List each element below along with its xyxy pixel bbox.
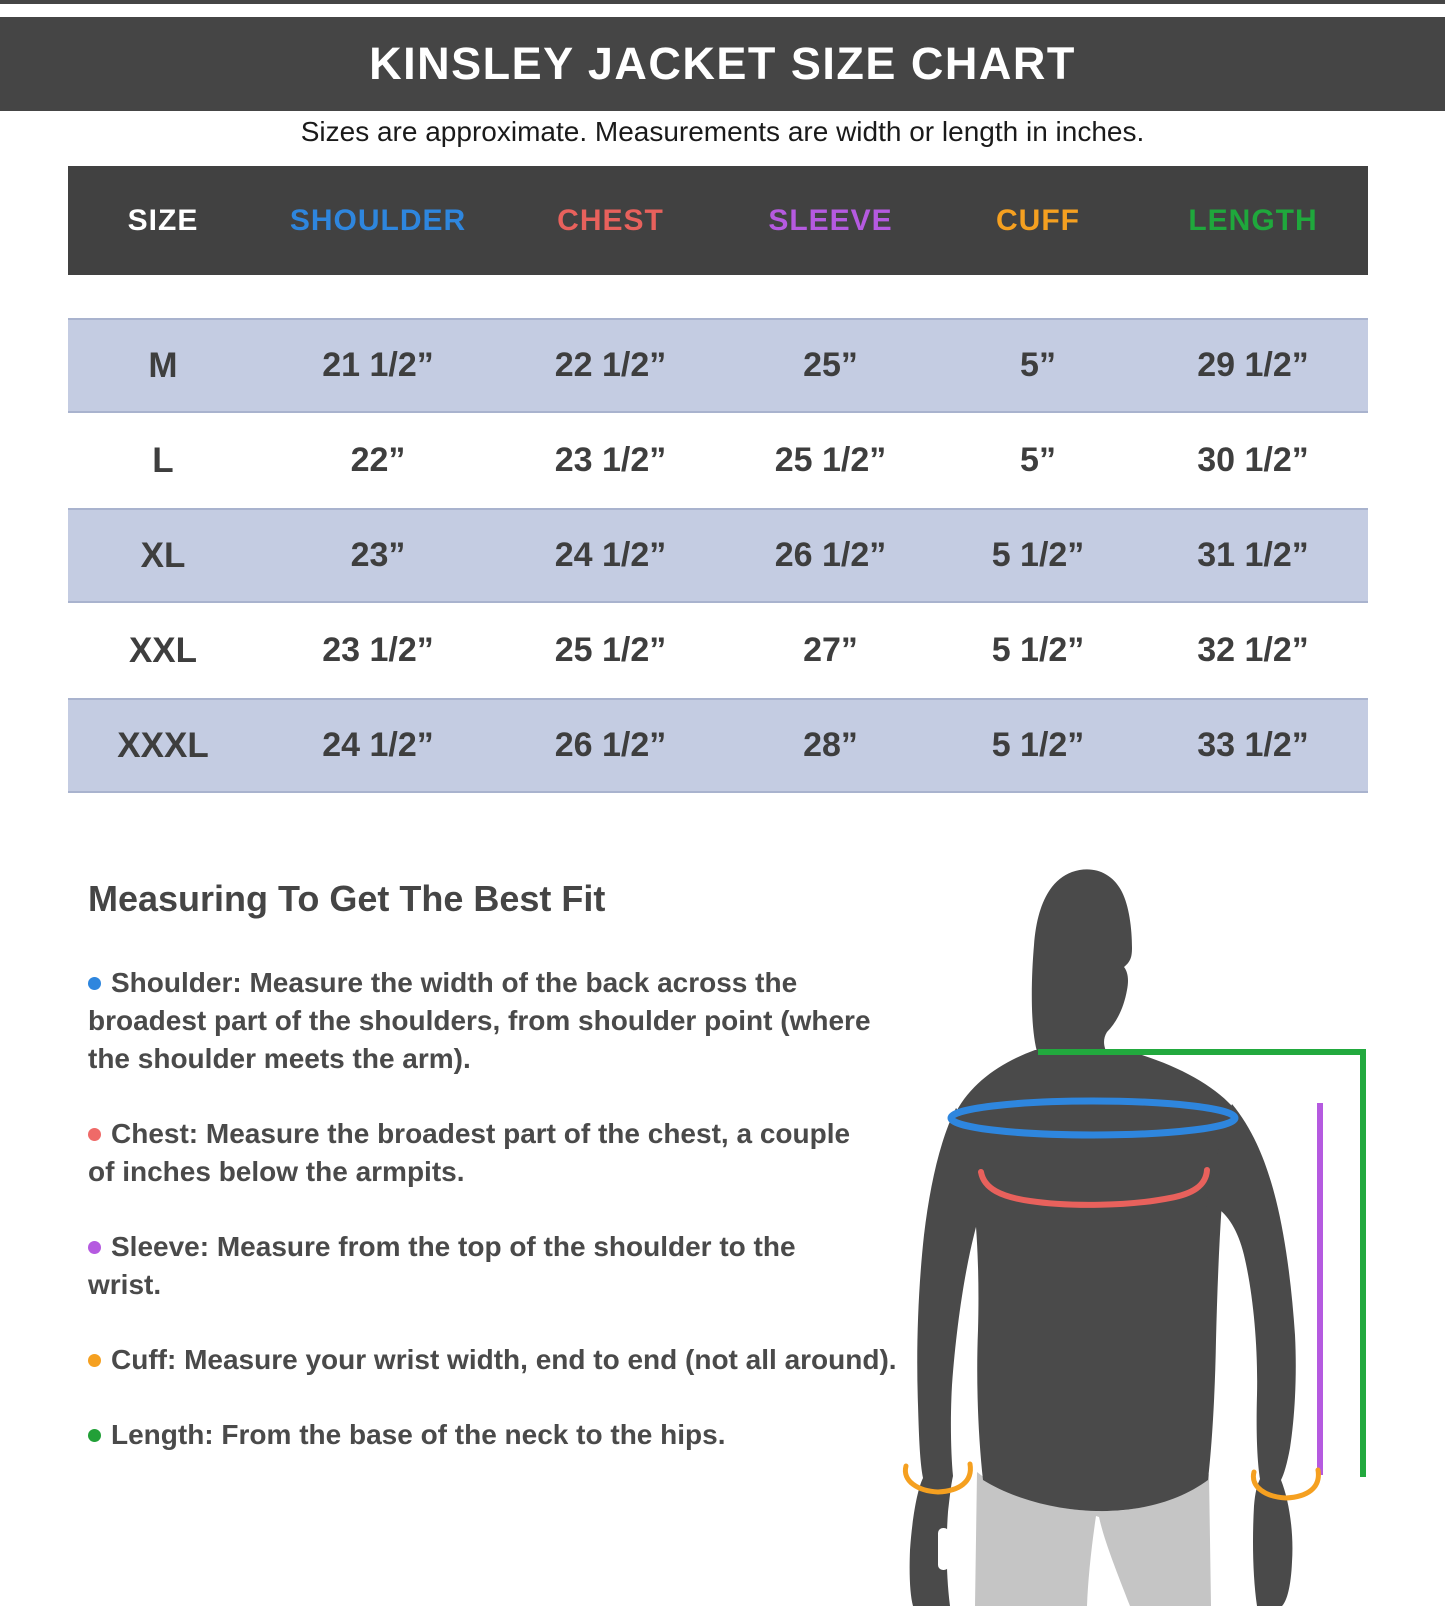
top-border-strip: [0, 0, 1445, 4]
guide-bullet-cuff: [88, 1341, 923, 1379]
cell-size: XL: [140, 535, 186, 575]
guide-bullet-shoulder: [88, 964, 873, 1078]
guide-bullet-text: Chest: Measure the broadest part of the chest, a couple of inches below the armpits.: [88, 1118, 851, 1187]
measurement-diagram: [880, 840, 1445, 1606]
cell-sleeve: 25 1/2”: [774, 441, 887, 479]
column-header-size: SIZE: [127, 203, 199, 237]
column-header-shoulder: SHOULDER: [289, 203, 467, 237]
cell-shoulder: 24 1/2”: [322, 726, 434, 764]
cell-length: 33 1/2”: [1197, 726, 1309, 764]
guide-bullet-text: Cuff: Measure your wrist width, end to end (not all around).: [111, 1344, 897, 1375]
table-row-m: [68, 318, 1368, 413]
cell-size: L: [152, 440, 174, 480]
cell-shoulder: 21 1/2”: [322, 346, 434, 384]
cell-cuff: 5”: [1020, 346, 1056, 384]
table-row-xxl: [68, 603, 1368, 698]
right-arm-silhouette: [1206, 1104, 1296, 1606]
sleeve-bullet-dot-icon: [88, 1241, 101, 1254]
size-chart-table: [68, 166, 1368, 793]
guide-bullet-text: Shoulder: Measure the width of the back across the broadest part of the shoulders, from shoulder point (where the shoulder meets the arm).: [88, 967, 871, 1074]
cell-cuff: 5 1/2”: [991, 536, 1085, 574]
table-header-row: [68, 166, 1368, 275]
cell-size: XXXL: [117, 725, 209, 765]
table-row-xl: [68, 508, 1368, 603]
cell-shoulder: 23 1/2”: [322, 631, 434, 669]
cell-sleeve: 25”: [803, 346, 858, 384]
cell-chest: 22 1/2”: [554, 346, 667, 384]
cell-sleeve: 26 1/2”: [774, 536, 887, 574]
shoulder-bullet-dot-icon: [88, 977, 101, 990]
measuring-guide: [88, 878, 928, 1491]
table-row-l: [68, 413, 1368, 508]
guide-heading: Measuring To Get The Best Fit: [88, 878, 606, 919]
length-bullet-dot-icon: [88, 1429, 101, 1442]
cell-length: 32 1/2”: [1197, 631, 1309, 669]
cell-cuff: 5”: [1020, 441, 1056, 479]
cell-chest: 26 1/2”: [554, 726, 667, 764]
page-title: KINSLEY JACKET SIZE CHART: [369, 38, 1076, 89]
guide-bullet-chest: [88, 1115, 873, 1191]
guide-bullet-text: Sleeve: Measure from the top of the shoulder to the wrist.: [88, 1231, 796, 1300]
left-thumb-gap: [938, 1528, 949, 1570]
table-header-gap: [68, 275, 1368, 318]
table-row-xxxl: [68, 698, 1368, 793]
cell-chest: 25 1/2”: [554, 631, 667, 669]
cell-shoulder: 23”: [350, 536, 406, 574]
guide-bullet-text: Length: From the base of the neck to the hips.: [111, 1419, 726, 1450]
cell-length: 31 1/2”: [1197, 536, 1309, 574]
head-silhouette: [1032, 869, 1132, 1055]
cell-cuff: 5 1/2”: [991, 631, 1085, 669]
column-header-chest: CHEST: [557, 203, 664, 237]
cell-length: 30 1/2”: [1197, 441, 1309, 479]
cell-sleeve: 27”: [803, 631, 858, 669]
cell-size: XXL: [128, 630, 198, 670]
cell-chest: 24 1/2”: [554, 536, 667, 574]
column-header-length: LENGTH: [1188, 203, 1318, 237]
column-header-cuff: CUFF: [996, 203, 1080, 237]
title-bar: [0, 17, 1445, 111]
column-header-sleeve: SLEEVE: [768, 203, 893, 237]
cell-cuff: 5 1/2”: [991, 726, 1085, 764]
cuff-bullet-dot-icon: [88, 1354, 101, 1367]
cell-size: M: [148, 345, 178, 385]
cell-shoulder: 22”: [350, 441, 406, 479]
torso-silhouette: [956, 1050, 1232, 1511]
subtitle-note: Sizes are approximate. Measurements are width or length in inches.: [300, 116, 1145, 147]
guide-bullet-sleeve: [88, 1228, 873, 1304]
chest-bullet-dot-icon: [88, 1128, 101, 1141]
cell-sleeve: 28”: [803, 726, 858, 764]
cell-length: 29 1/2”: [1197, 346, 1309, 384]
cell-chest: 23 1/2”: [554, 441, 667, 479]
guide-bullet-length: [88, 1416, 873, 1454]
